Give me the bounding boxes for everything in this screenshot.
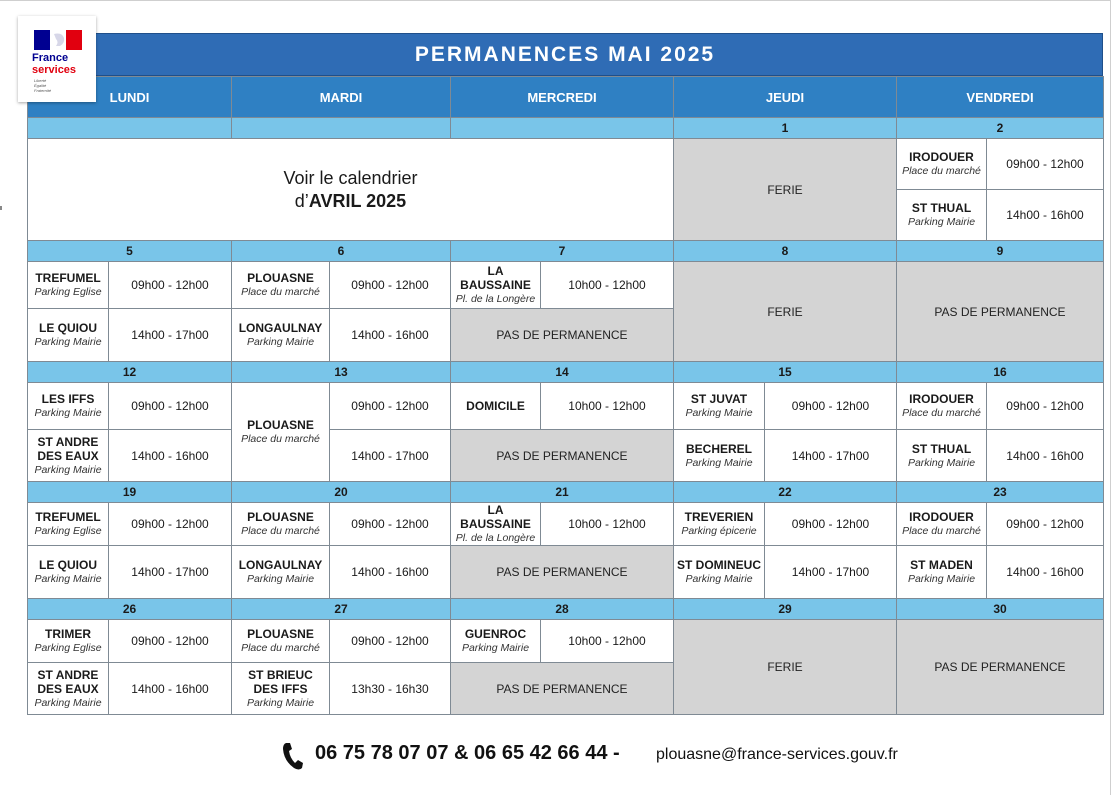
date-cell	[27, 117, 232, 139]
contact-footer	[0, 741, 1111, 771]
date-cell: 1	[673, 117, 897, 139]
holiday-cell: FERIE	[673, 619, 897, 715]
no-session-cell: PAS DE PERMANENCE	[896, 619, 1104, 715]
date-cell: 8	[673, 240, 897, 262]
location-name: ST THUAL	[911, 441, 972, 456]
location-detail: Parking Mairie	[246, 696, 315, 709]
location-detail: Parking Mairie	[34, 573, 102, 585]
location-detail: Parking Eglise	[34, 286, 102, 298]
location-name: ST THUAL	[911, 201, 972, 215]
location-detail: Parking Mairie	[685, 456, 753, 469]
day-header-mercredi: MERCREDI	[450, 76, 674, 118]
location-detail: Parking Mairie	[34, 463, 102, 476]
date-cell: 29	[673, 598, 897, 620]
location-detail: Place du marché	[902, 407, 981, 419]
time-slot: 14h00 - 17h00	[764, 545, 897, 599]
location-name: LE QUIOU	[38, 321, 97, 335]
date-cell: 14	[450, 361, 674, 383]
date-cell: 9	[896, 240, 1104, 262]
location-cell	[231, 662, 330, 715]
location-cell	[673, 545, 765, 599]
location-detail: Pl. de la Longère	[455, 532, 536, 544]
location-name: TREFUMEL	[35, 271, 101, 285]
time-slot: 09h00 - 12h00	[108, 502, 232, 546]
location-cell	[673, 382, 765, 430]
location-name: LA BAUSSAINE	[460, 503, 531, 531]
time-slot: 10h00 - 12h00	[540, 619, 674, 663]
logo-motto-line: Liberté	[34, 78, 47, 83]
location-cell	[896, 502, 987, 546]
calendar-grid	[27, 76, 1103, 714]
location-detail: Parking Mairie	[685, 573, 753, 585]
day-header-mardi: MARDI	[231, 76, 451, 118]
location-detail: Parking Mairie	[34, 336, 102, 348]
date-cell: 30	[896, 598, 1104, 620]
location-name: ST ANDRE	[37, 667, 99, 682]
location-detail: Parking Mairie	[685, 407, 753, 419]
location-cell	[896, 545, 987, 599]
logo-brand-line2: services	[32, 64, 77, 76]
time-slot: 13h30 - 16h30	[329, 662, 451, 715]
location-detail: Parking Mairie	[461, 642, 530, 654]
location-detail: Pl. de la Longère	[455, 293, 536, 305]
location-detail: Parking Eglise	[34, 642, 102, 654]
location-name: IRODOUER	[909, 392, 974, 406]
date-cell: 5	[27, 240, 232, 262]
location-detail: Place du marché	[241, 433, 320, 445]
location-name: PLOUASNE	[247, 418, 314, 432]
time-slot: 09h00 - 12h00	[108, 261, 232, 309]
logo-motto	[34, 78, 51, 93]
edge-mark	[0, 206, 2, 210]
time-slot: 14h00 - 16h00	[329, 545, 451, 599]
location-cell	[27, 502, 109, 546]
time-slot: 10h00 - 12h00	[540, 261, 674, 309]
date-cell: 19	[27, 481, 232, 503]
location-cell	[673, 502, 765, 546]
holiday-cell: FERIE	[673, 261, 897, 362]
location-cell	[450, 382, 541, 430]
voir-month: AVRIL 2025	[308, 190, 407, 211]
location-cell	[27, 619, 109, 663]
location-name: PLOUASNE	[247, 510, 314, 524]
location-cell	[231, 261, 330, 309]
no-session-cell: PAS DE PERMANENCE	[450, 429, 674, 482]
time-slot: 14h00 - 16h00	[108, 429, 232, 482]
phone-numbers: 06 75 78 07 07 & 06 65 42 66 44 -	[315, 742, 620, 764]
time-slot: 09h00 - 12h00	[986, 382, 1104, 430]
location-name: TRIMER	[45, 627, 91, 641]
location-cell	[231, 545, 330, 599]
date-cell: 26	[27, 598, 232, 620]
location-cell	[896, 138, 987, 190]
time-slot: 14h00 - 17h00	[108, 308, 232, 362]
france-services-logo	[18, 16, 96, 102]
location-cell	[27, 308, 109, 362]
time-slot: 09h00 - 12h00	[329, 502, 451, 546]
time-slot: 14h00 - 16h00	[108, 662, 232, 715]
location-name: IRODOUER	[909, 150, 974, 164]
voir-prefix: d’	[294, 190, 309, 211]
date-cell: 21	[450, 481, 674, 503]
location-name: ST JUVAT	[690, 392, 748, 406]
location-cell	[27, 429, 109, 482]
date-cell: 15	[673, 361, 897, 383]
holiday-cell: FERIE	[673, 138, 897, 241]
logo-motto-line: Égalité	[34, 83, 47, 88]
location-detail: Parking épicerie	[681, 525, 757, 537]
time-slot: 09h00 - 12h00	[764, 502, 897, 546]
time-slot: 09h00 - 12h00	[108, 382, 232, 430]
location-name: ST MADEN	[910, 558, 973, 572]
location-name: LONGAULNAY	[238, 558, 323, 572]
date-cell	[231, 117, 451, 139]
location-cell	[27, 662, 109, 715]
location-cell	[231, 502, 330, 546]
day-header-vendredi: VENDREDI	[896, 76, 1104, 118]
time-slot: 14h00 - 17h00	[764, 429, 897, 482]
location-name: BECHEREL	[685, 441, 752, 456]
time-slot: 09h00 - 12h00	[329, 382, 451, 430]
location-cell	[896, 189, 987, 241]
location-name: DES EAUX	[37, 681, 99, 696]
no-session-cell: PAS DE PERMANENCE	[450, 308, 674, 362]
day-header-lundi: LUNDI	[27, 76, 232, 118]
location-detail: Place du marché	[241, 286, 320, 298]
location-detail: Place du marché	[241, 642, 320, 654]
location-detail: Place du marché	[902, 525, 981, 537]
see-april-calendar-link[interactable]	[27, 138, 674, 241]
location-detail: Parking Mairie	[34, 407, 102, 419]
logo-motto-line: Fraternité	[34, 88, 52, 93]
day-header-jeudi: JEUDI	[673, 76, 897, 118]
time-slot: 09h00 - 12h00	[329, 619, 451, 663]
time-slot: 14h00 - 16h00	[986, 189, 1104, 241]
location-name: PLOUASNE	[247, 271, 314, 285]
location-cell	[27, 261, 109, 309]
location-detail: Parking Mairie	[907, 216, 976, 228]
logo-brand-line1: France	[32, 52, 69, 64]
date-cell: 7	[450, 240, 674, 262]
location-name: LONGAULNAY	[238, 321, 323, 335]
location-name: GUENROC	[464, 627, 527, 641]
location-name: TREFUMEL	[35, 510, 101, 524]
location-name: ST ANDRE	[37, 434, 99, 449]
time-slot: 14h00 - 16h00	[986, 545, 1104, 599]
location-detail: Parking Mairie	[246, 336, 315, 348]
location-cell	[896, 429, 987, 482]
location-detail: Place du marché	[241, 525, 320, 537]
location-cell	[673, 429, 765, 482]
voir-line1: Voir le calendrier	[283, 167, 418, 188]
time-slot: 09h00 - 12h00	[986, 138, 1104, 190]
location-cell	[27, 545, 109, 599]
date-cell: 2	[896, 117, 1104, 139]
location-name: DES EAUX	[37, 448, 99, 463]
date-cell: 6	[231, 240, 451, 262]
location-name: DES IFFS	[253, 681, 308, 696]
location-name: LA BAUSSAINE	[460, 264, 531, 292]
phone-icon	[280, 741, 304, 771]
date-cell: 28	[450, 598, 674, 620]
date-cell: 20	[231, 481, 451, 503]
contact-email-link[interactable]: plouasne@france-services.gouv.fr	[656, 746, 898, 763]
location-detail: Parking Mairie	[907, 573, 976, 585]
date-cell: 16	[896, 361, 1104, 383]
time-slot: 10h00 - 12h00	[540, 382, 674, 430]
location-cell	[450, 619, 541, 663]
location-cell	[896, 382, 987, 430]
date-cell	[450, 117, 674, 139]
location-cell	[231, 382, 330, 482]
location-cell	[231, 619, 330, 663]
location-cell	[27, 382, 109, 430]
location-name: ST BRIEUC	[248, 667, 313, 682]
location-detail: Parking Eglise	[34, 525, 102, 537]
marianne-flag-icon	[34, 30, 82, 50]
voir-line2	[295, 190, 406, 213]
date-cell: 27	[231, 598, 451, 620]
time-slot: 14h00 - 17h00	[329, 429, 451, 482]
time-slot: 09h00 - 12h00	[986, 502, 1104, 546]
location-name: IRODOUER	[909, 510, 974, 524]
no-session-cell: PAS DE PERMANENCE	[896, 261, 1104, 362]
location-name: ST DOMINEUC	[677, 558, 761, 572]
location-name: LE QUIOU	[38, 558, 97, 572]
no-session-cell: PAS DE PERMANENCE	[450, 662, 674, 715]
time-slot: 10h00 - 12h00	[540, 502, 674, 546]
time-slot: 09h00 - 12h00	[108, 619, 232, 663]
page-title: PERMANENCES MAI 2025	[27, 33, 1103, 76]
location-name: TREVERIEN	[684, 510, 754, 524]
time-slot: 09h00 - 12h00	[764, 382, 897, 430]
time-slot: 14h00 - 16h00	[986, 429, 1104, 482]
location-name: DOMICILE	[466, 399, 525, 413]
page-border-top	[0, 0, 1111, 1]
no-session-cell: PAS DE PERMANENCE	[450, 545, 674, 599]
location-cell	[450, 502, 541, 546]
location-cell	[450, 261, 541, 309]
location-cell	[231, 308, 330, 362]
location-name: PLOUASNE	[247, 627, 314, 641]
date-cell: 23	[896, 481, 1104, 503]
date-cell: 12	[27, 361, 232, 383]
location-detail: Parking Mairie	[907, 456, 976, 469]
location-name: LES IFFS	[41, 392, 95, 406]
date-cell: 13	[231, 361, 451, 383]
time-slot: 14h00 - 16h00	[329, 308, 451, 362]
time-slot: 09h00 - 12h00	[329, 261, 451, 309]
date-cell: 22	[673, 481, 897, 503]
time-slot: 14h00 - 17h00	[108, 545, 232, 599]
location-detail: Parking Mairie	[246, 573, 315, 585]
location-detail: Place du marché	[902, 165, 981, 177]
location-detail: Parking Mairie	[34, 696, 102, 709]
